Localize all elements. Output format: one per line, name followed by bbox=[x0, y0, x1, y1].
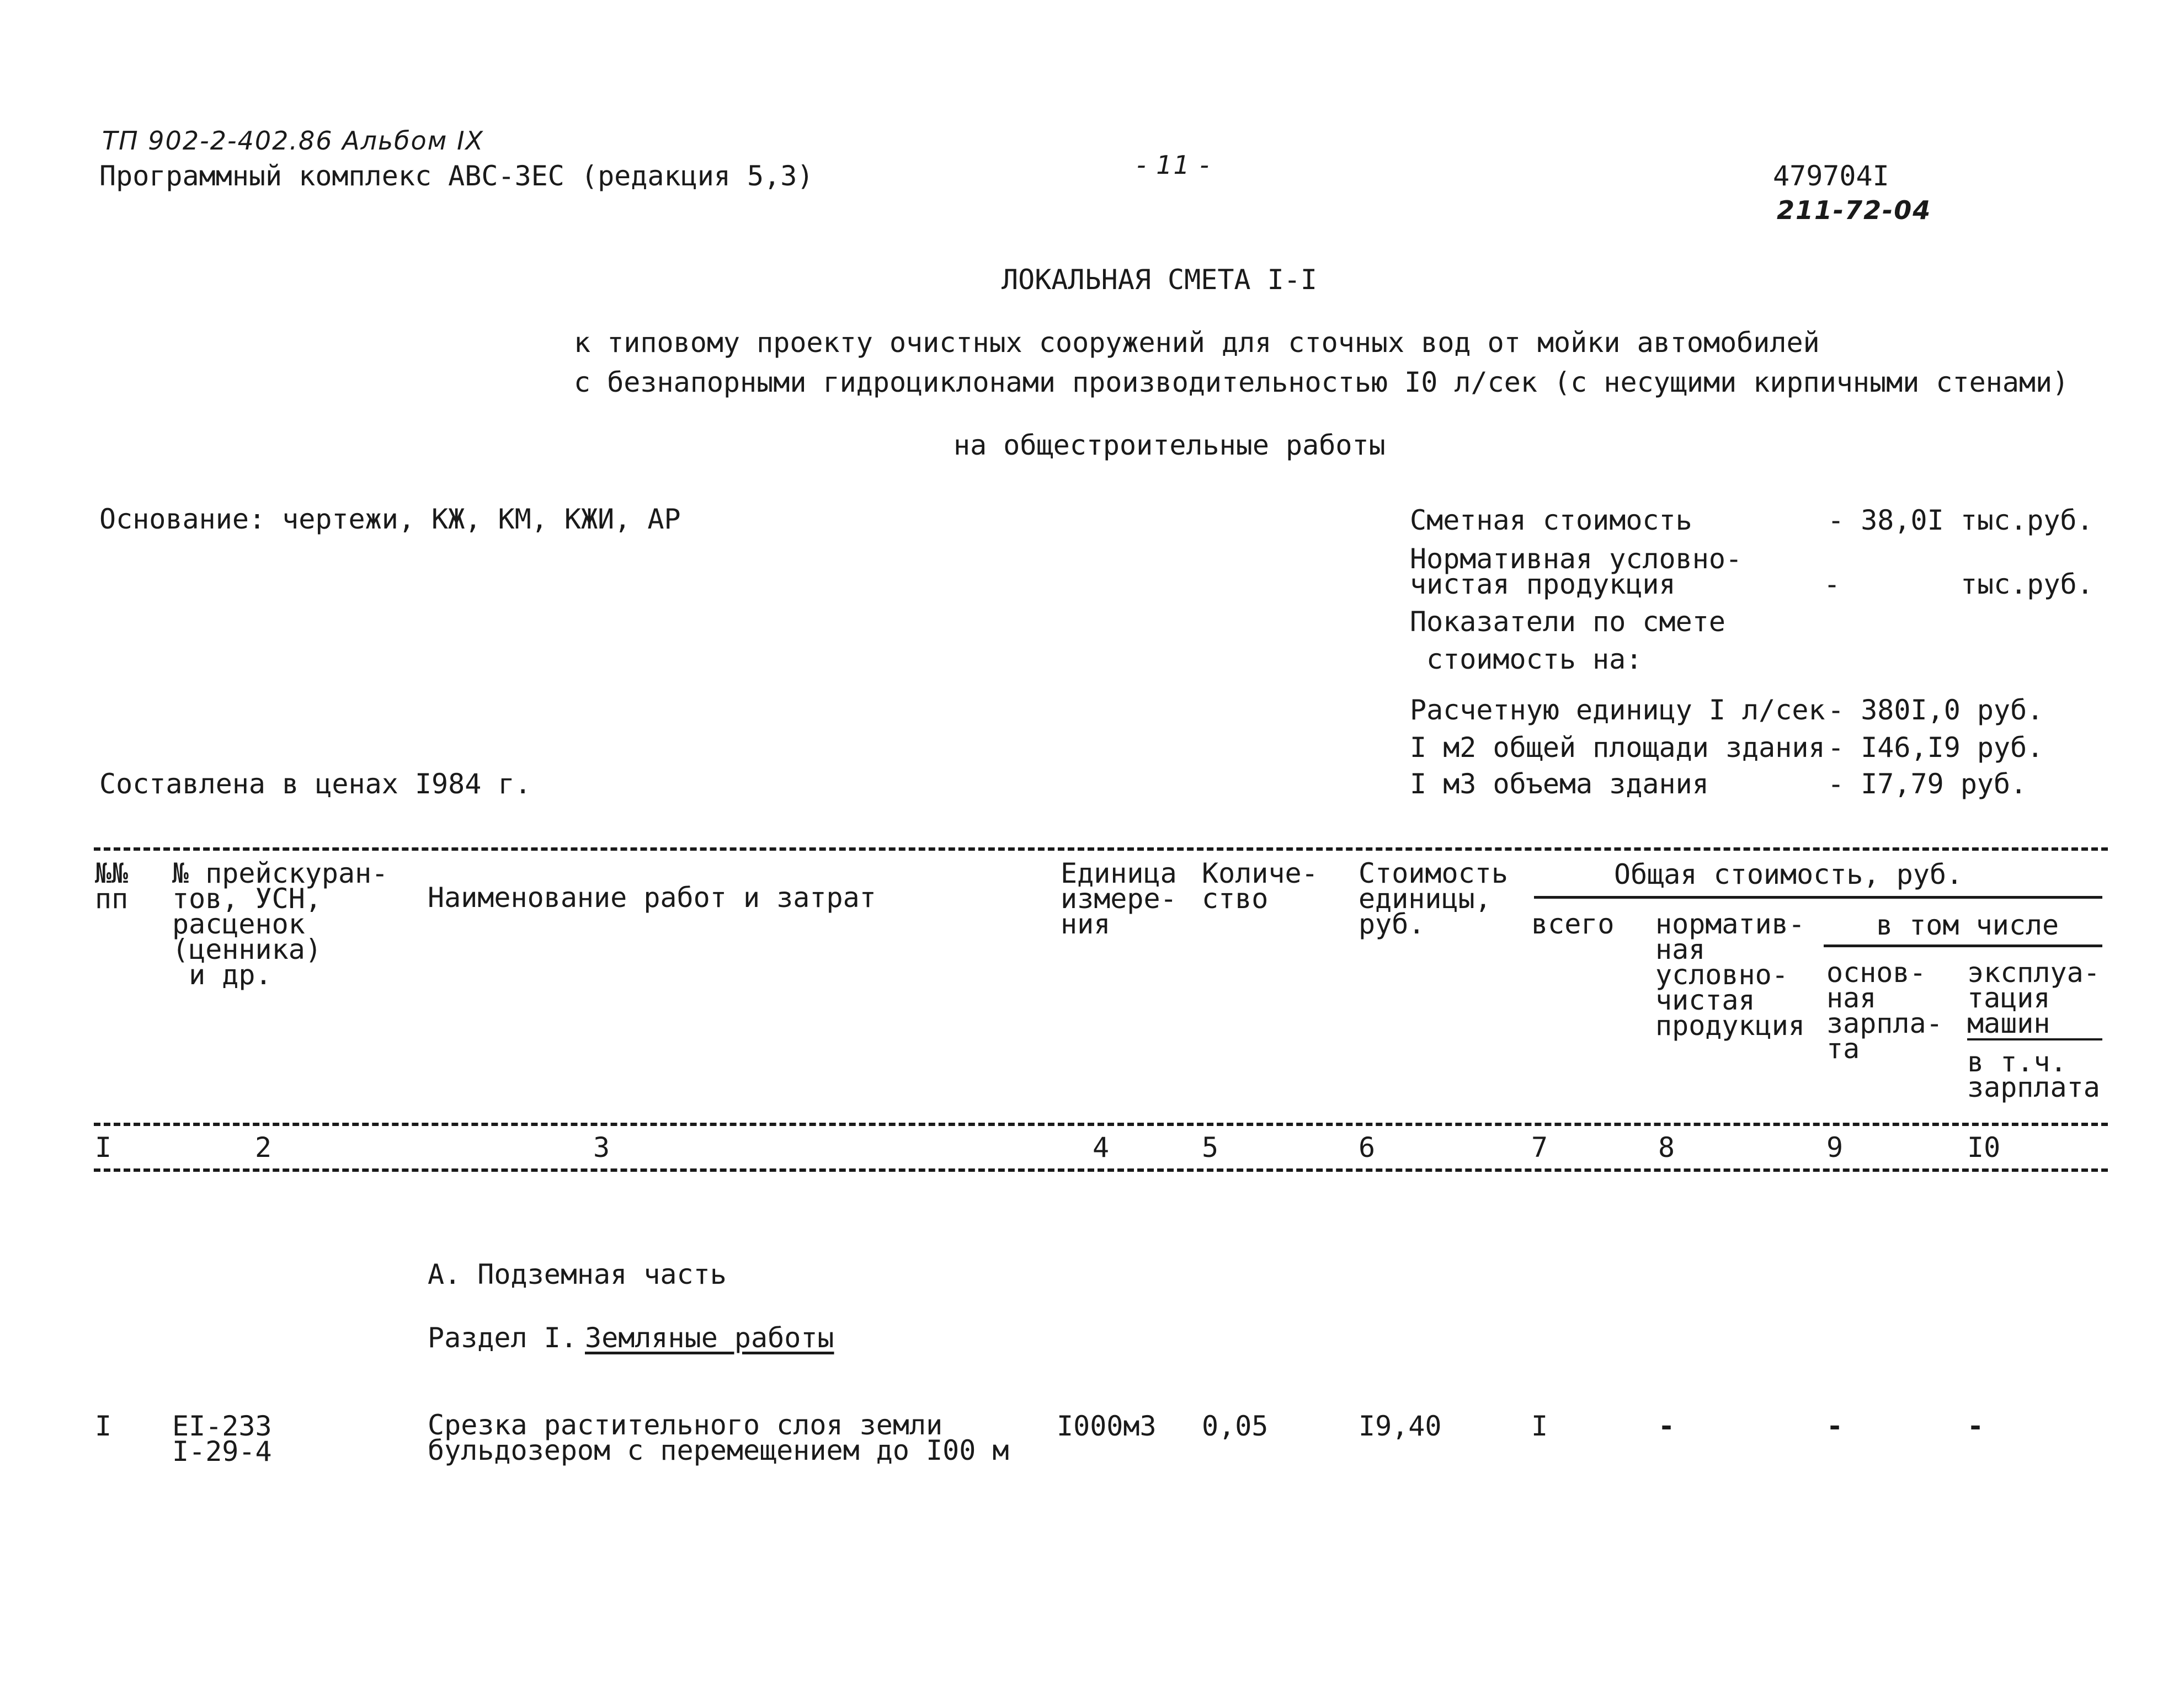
col-10-split-rule bbox=[1967, 1038, 2102, 1040]
title-line-2: с безнапорными гидроциклонами производительностью I0 л/сек (с несущими кирпичными стенами) bbox=[574, 366, 2069, 398]
row-total: I bbox=[1531, 1410, 1548, 1442]
header-col-10-bottom: в т.ч. зарплата bbox=[1967, 1046, 2100, 1103]
section-a-heading: А. Подземная часть bbox=[428, 1258, 727, 1290]
total-group-rule bbox=[1534, 896, 2102, 899]
column-number-10: I0 bbox=[1967, 1132, 2001, 1164]
row-number: I bbox=[95, 1410, 112, 1442]
indicators-label-2: стоимость на: bbox=[1426, 643, 1643, 675]
column-number-3: 3 bbox=[593, 1132, 610, 1164]
estimated-cost-value: - 38,0I тыс.руб. bbox=[1828, 504, 2094, 536]
header-col-3: Наименование работ и затрат bbox=[428, 882, 876, 914]
column-number-8: 8 bbox=[1658, 1132, 1675, 1164]
section-1-title: Земляные работы bbox=[585, 1322, 834, 1354]
column-number-4: 4 bbox=[1093, 1132, 1110, 1164]
row-unit-cost: I9,40 bbox=[1359, 1410, 1442, 1442]
column-number-7: 7 bbox=[1531, 1132, 1548, 1164]
title-line-3: на общестроительные работы bbox=[953, 429, 1386, 461]
volume-indicator-value: - I7,79 руб. bbox=[1828, 768, 2027, 800]
page-number: - 11 - bbox=[1137, 150, 1210, 180]
row-salary: - bbox=[1826, 1410, 1844, 1442]
header-col-4: Единица измере- ния bbox=[1061, 857, 1177, 940]
handwritten-document-code: 211-72-04 bbox=[1777, 195, 1932, 225]
estimated-cost-label: Сметная стоимость bbox=[1410, 504, 1692, 536]
volume-indicator-label: I м3 объема здания bbox=[1410, 768, 1709, 800]
section-1-prefix: Раздел I. bbox=[428, 1322, 577, 1354]
header-bottom-rule bbox=[94, 1123, 2108, 1126]
column-number-6: 6 bbox=[1359, 1132, 1376, 1164]
header-total-group: Общая стоимость, руб. bbox=[1614, 858, 1963, 890]
header-col-5: Количе- ство bbox=[1202, 857, 1318, 915]
header-col-8: норматив- ная условно- чистая продукция bbox=[1655, 908, 1805, 1042]
row-code-2: I-29-4 bbox=[172, 1435, 272, 1467]
column-number-9: 9 bbox=[1826, 1132, 1844, 1164]
program-name: Программный комплекс АВС-3ЕС (редакция 5,3) bbox=[99, 160, 814, 192]
row-code-1: EI-233 bbox=[172, 1410, 272, 1442]
header-col-9: основ- ная зарпла- та bbox=[1826, 957, 1943, 1065]
row-unit: I000м3 bbox=[1057, 1410, 1157, 1442]
area-indicator-value: - I46,I9 руб. bbox=[1828, 732, 2044, 764]
header-col-10-top: эксплуа- тация машин bbox=[1967, 957, 2100, 1039]
column-number-5: 5 bbox=[1202, 1132, 1219, 1164]
table-top-rule bbox=[94, 847, 2108, 851]
header-incl-group: в том числе bbox=[1876, 909, 2059, 941]
unit-indicator-value: - 380I,0 руб. bbox=[1828, 694, 2044, 726]
basis: Основание: чертежи, КЖ, КМ, КЖИ, АР bbox=[99, 503, 681, 535]
column-number-1: I bbox=[95, 1132, 112, 1164]
document-number: 479704I bbox=[1773, 160, 1889, 192]
column-number-2: 2 bbox=[255, 1132, 272, 1164]
unit-indicator-label: Расчетную единицу I л/сек bbox=[1410, 694, 1825, 726]
title-line-1: к типовому проекту очистных сооружений для сточных вод от мойки автомобилей bbox=[574, 327, 1820, 359]
header-col-1: №№ пп bbox=[95, 857, 129, 915]
indicators-label-1: Показатели по смете bbox=[1410, 606, 1725, 638]
row-machines: - bbox=[1967, 1410, 1984, 1442]
normative-label-2: чистая продукция bbox=[1410, 568, 1676, 600]
header-col-6: Стоимость единицы, руб. bbox=[1359, 857, 1508, 940]
document-title: ЛОКАЛЬНАЯ СМЕТА I-I bbox=[1002, 264, 1317, 296]
column-numbers-bottom-rule bbox=[94, 1168, 2108, 1172]
normative-label-1: Нормативная условно- bbox=[1410, 543, 1743, 575]
row-quantity: 0,05 bbox=[1202, 1410, 1269, 1442]
handwritten-album-code: ТП 902-2-402.86 Альбом IX bbox=[102, 126, 484, 156]
row-normative: - bbox=[1658, 1410, 1675, 1442]
header-col-2: № прейскуран- тов, УСН, расценок (ценника) и др. bbox=[172, 857, 388, 991]
header-col-7: всего bbox=[1531, 908, 1615, 940]
row-work-name: Срезка растительного слоя земли бульдозером с перемещением до I00 м bbox=[428, 1409, 1009, 1466]
normative-unit: тыс.руб. bbox=[1961, 568, 2094, 600]
normative-value: - bbox=[1824, 568, 1841, 600]
area-indicator-label: I м2 общей площади здания bbox=[1410, 732, 1825, 764]
prices-year: Составлена в ценах I984 г. bbox=[99, 768, 531, 800]
incl-group-rule bbox=[1824, 944, 2102, 947]
